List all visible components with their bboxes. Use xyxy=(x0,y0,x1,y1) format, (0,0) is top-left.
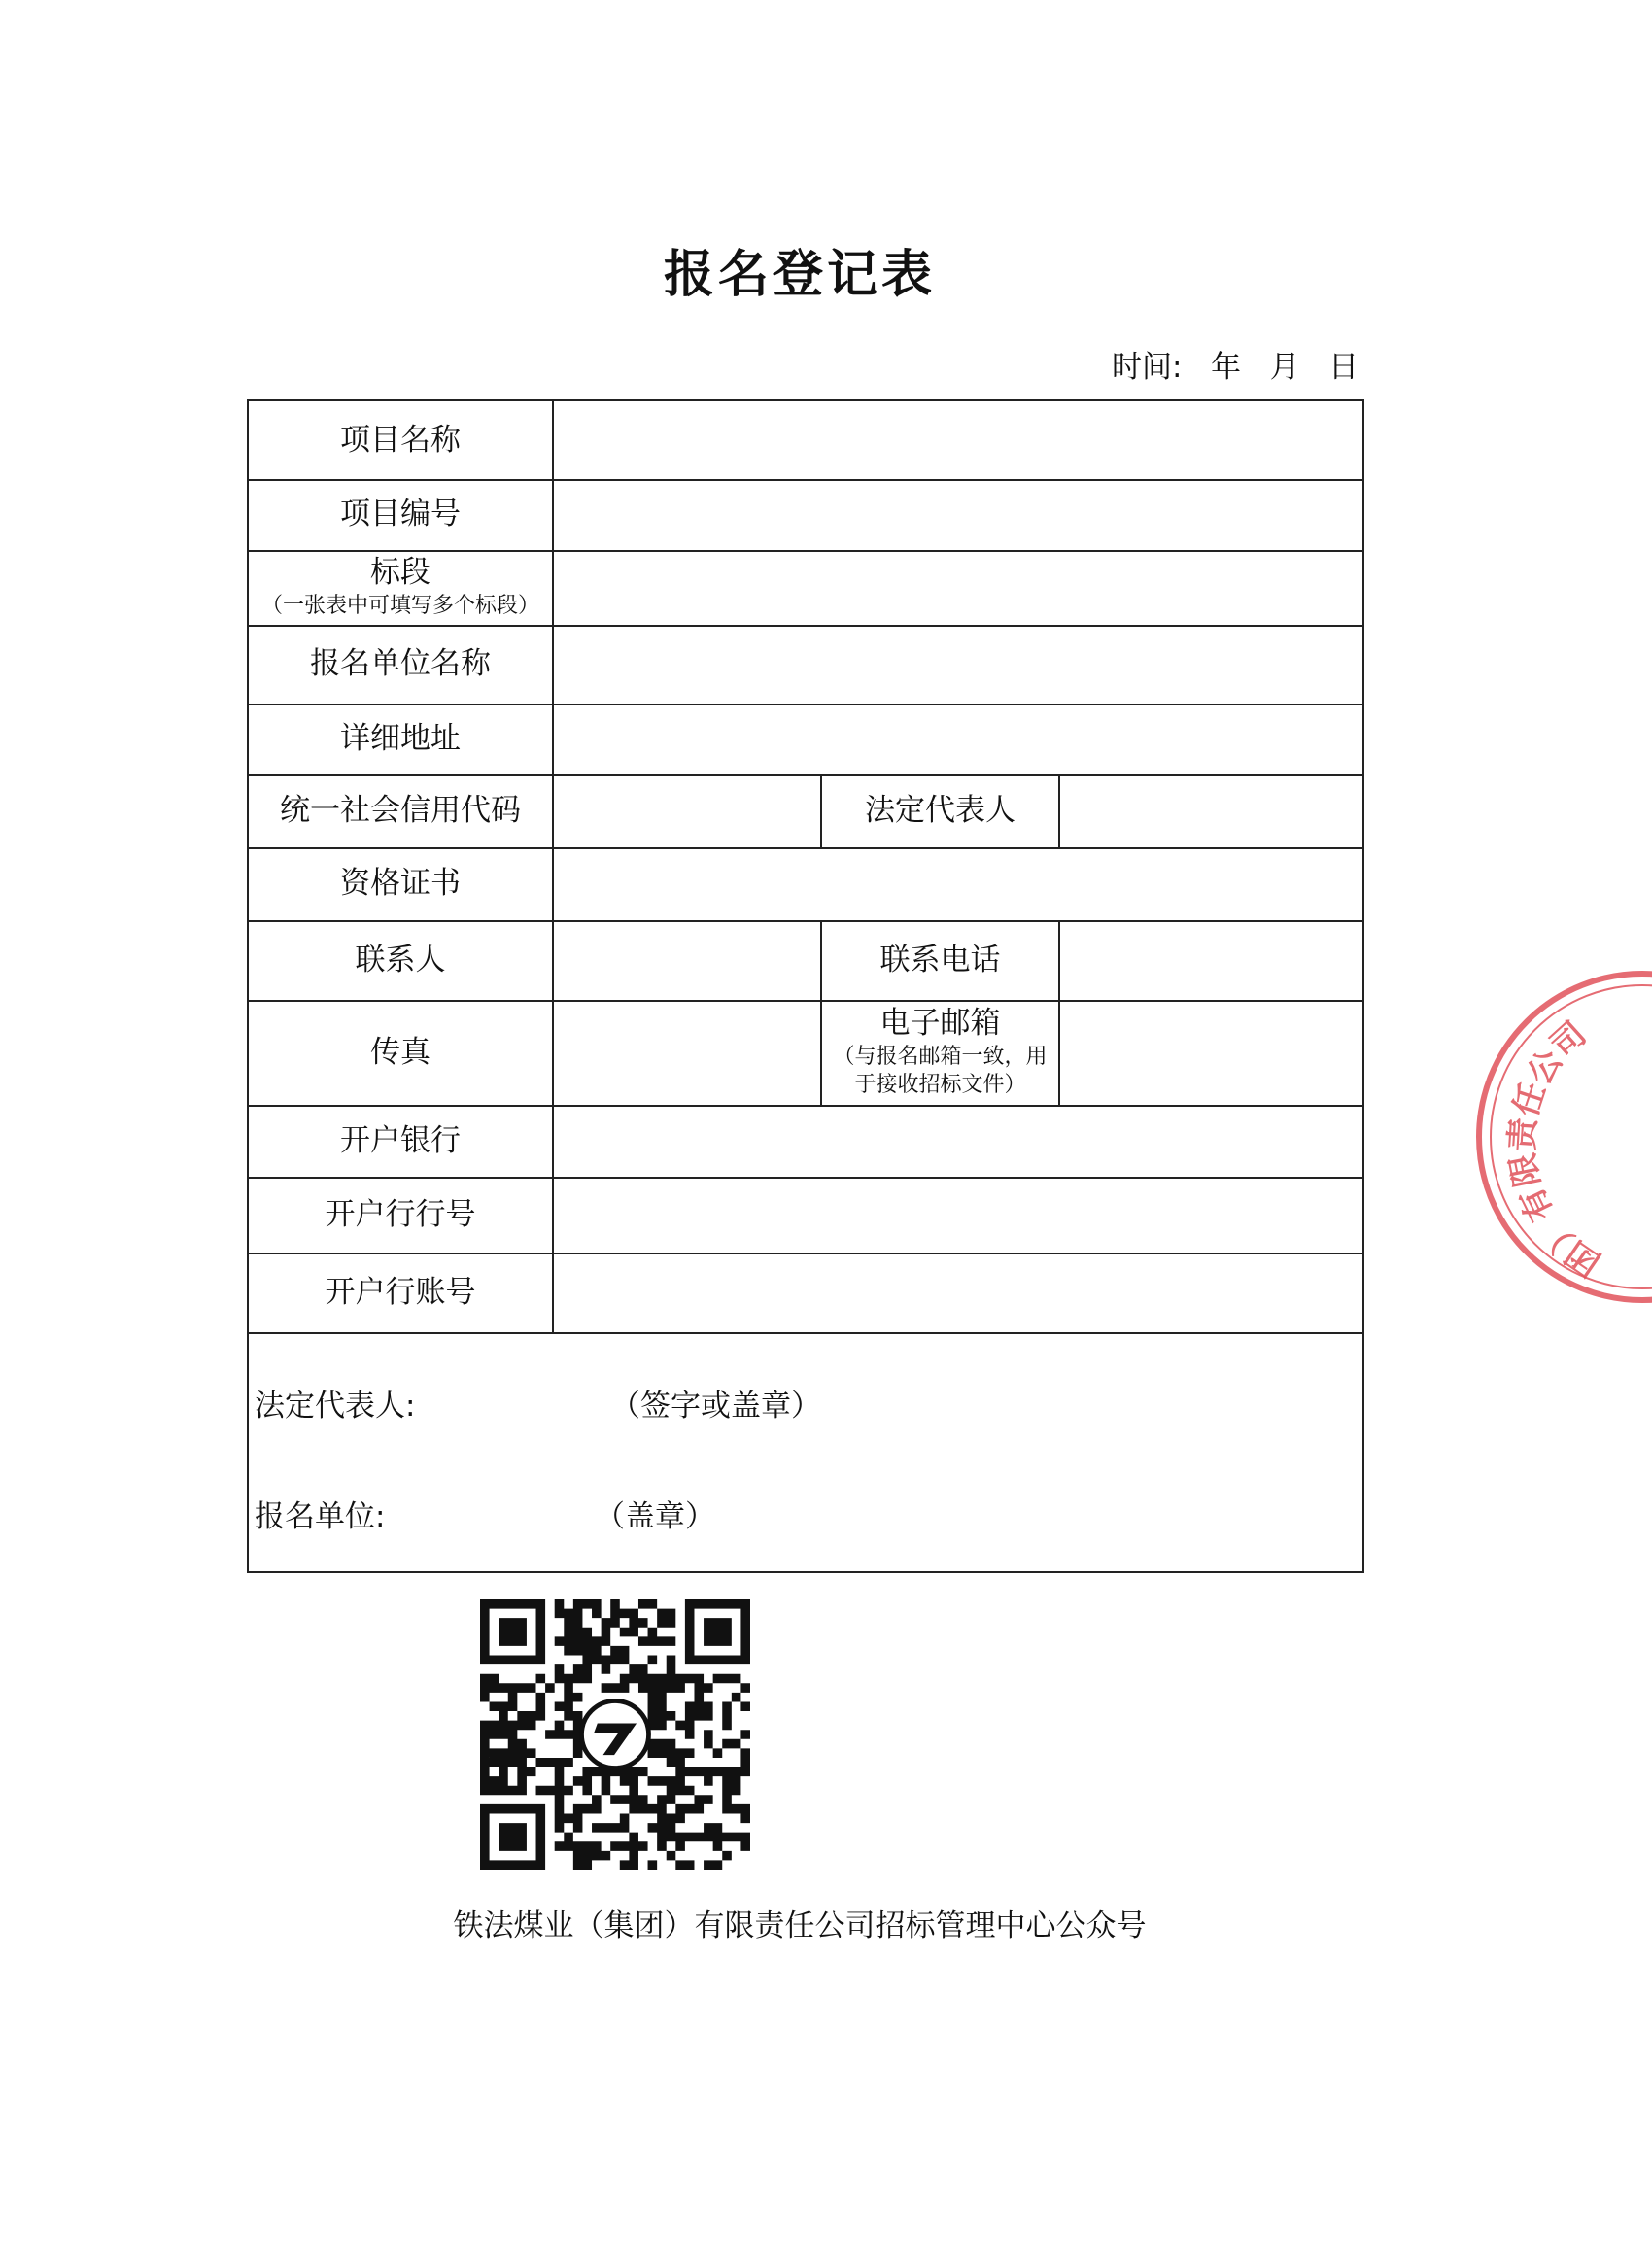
email-note-line-1: （与报名邮箱一致，用 xyxy=(833,1044,1048,1069)
email-note-line-2: 于接收招标文件） xyxy=(854,1073,1026,1098)
bank-label: 开户银行 xyxy=(340,1122,461,1158)
address-value[interactable] xyxy=(554,704,1362,774)
bank-value[interactable] xyxy=(554,1105,1362,1177)
applicant-sign-label: 报名单位: xyxy=(255,1499,386,1534)
qualification-label: 资格证书 xyxy=(340,866,461,902)
credit-code-value[interactable] xyxy=(554,774,820,847)
legal-rep-sign-label: 法定代表人: xyxy=(255,1389,416,1424)
legal-rep-label: 法定代表人 xyxy=(865,793,1015,829)
fax-label: 传真 xyxy=(370,1034,430,1070)
applicant-name-value[interactable] xyxy=(554,625,1362,704)
section-value[interactable] xyxy=(554,550,1362,625)
account-label: 开户行账号 xyxy=(325,1274,476,1310)
contact-label: 联系人 xyxy=(355,942,446,978)
seal-text: 团）有限责任公司 xyxy=(1502,1014,1608,1284)
contact-value[interactable] xyxy=(554,920,820,1000)
fax-value[interactable] xyxy=(554,1000,820,1105)
date-field: 时间: 年 月 日 xyxy=(1112,350,1359,385)
project-name-label: 项目名称 xyxy=(340,422,461,458)
phone-label: 联系电话 xyxy=(879,942,1001,978)
registration-form xyxy=(247,399,1364,1573)
qr-code-icon xyxy=(480,1599,750,1870)
company-seal-stamp xyxy=(1458,962,1652,1312)
email-value[interactable] xyxy=(1060,1000,1362,1105)
bank-code-label: 开户行行号 xyxy=(325,1196,476,1232)
account-value[interactable] xyxy=(554,1253,1362,1332)
email-label: 电子邮箱 （与报名邮箱一致，用 于接收招标文件） xyxy=(822,1000,1058,1105)
section-label: 标段 （一张表中可填写多个标段） xyxy=(249,550,552,625)
project-name-value[interactable] xyxy=(554,401,1362,479)
address-label: 详细地址 xyxy=(340,721,461,757)
project-number-label: 项目编号 xyxy=(340,497,461,532)
sign-or-seal-note: （签字或盖章） xyxy=(610,1389,821,1424)
phone-value[interactable] xyxy=(1060,920,1362,1000)
section-note: （一张表中可填写多个标段） xyxy=(260,594,539,619)
qualification-value[interactable] xyxy=(554,847,1362,920)
applicant-name-label: 报名单位名称 xyxy=(310,646,491,682)
footer-caption: 铁法煤业（集团）有限责任公司招标管理中心公众号 xyxy=(453,1908,1147,1943)
credit-code-label: 统一社会信用代码 xyxy=(280,793,521,829)
seal-note: （盖章） xyxy=(595,1499,715,1534)
legal-rep-value[interactable] xyxy=(1060,774,1362,847)
project-number-value[interactable] xyxy=(554,479,1362,550)
bank-code-value[interactable] xyxy=(554,1177,1362,1253)
document-title: 报名登记表 xyxy=(663,246,936,304)
